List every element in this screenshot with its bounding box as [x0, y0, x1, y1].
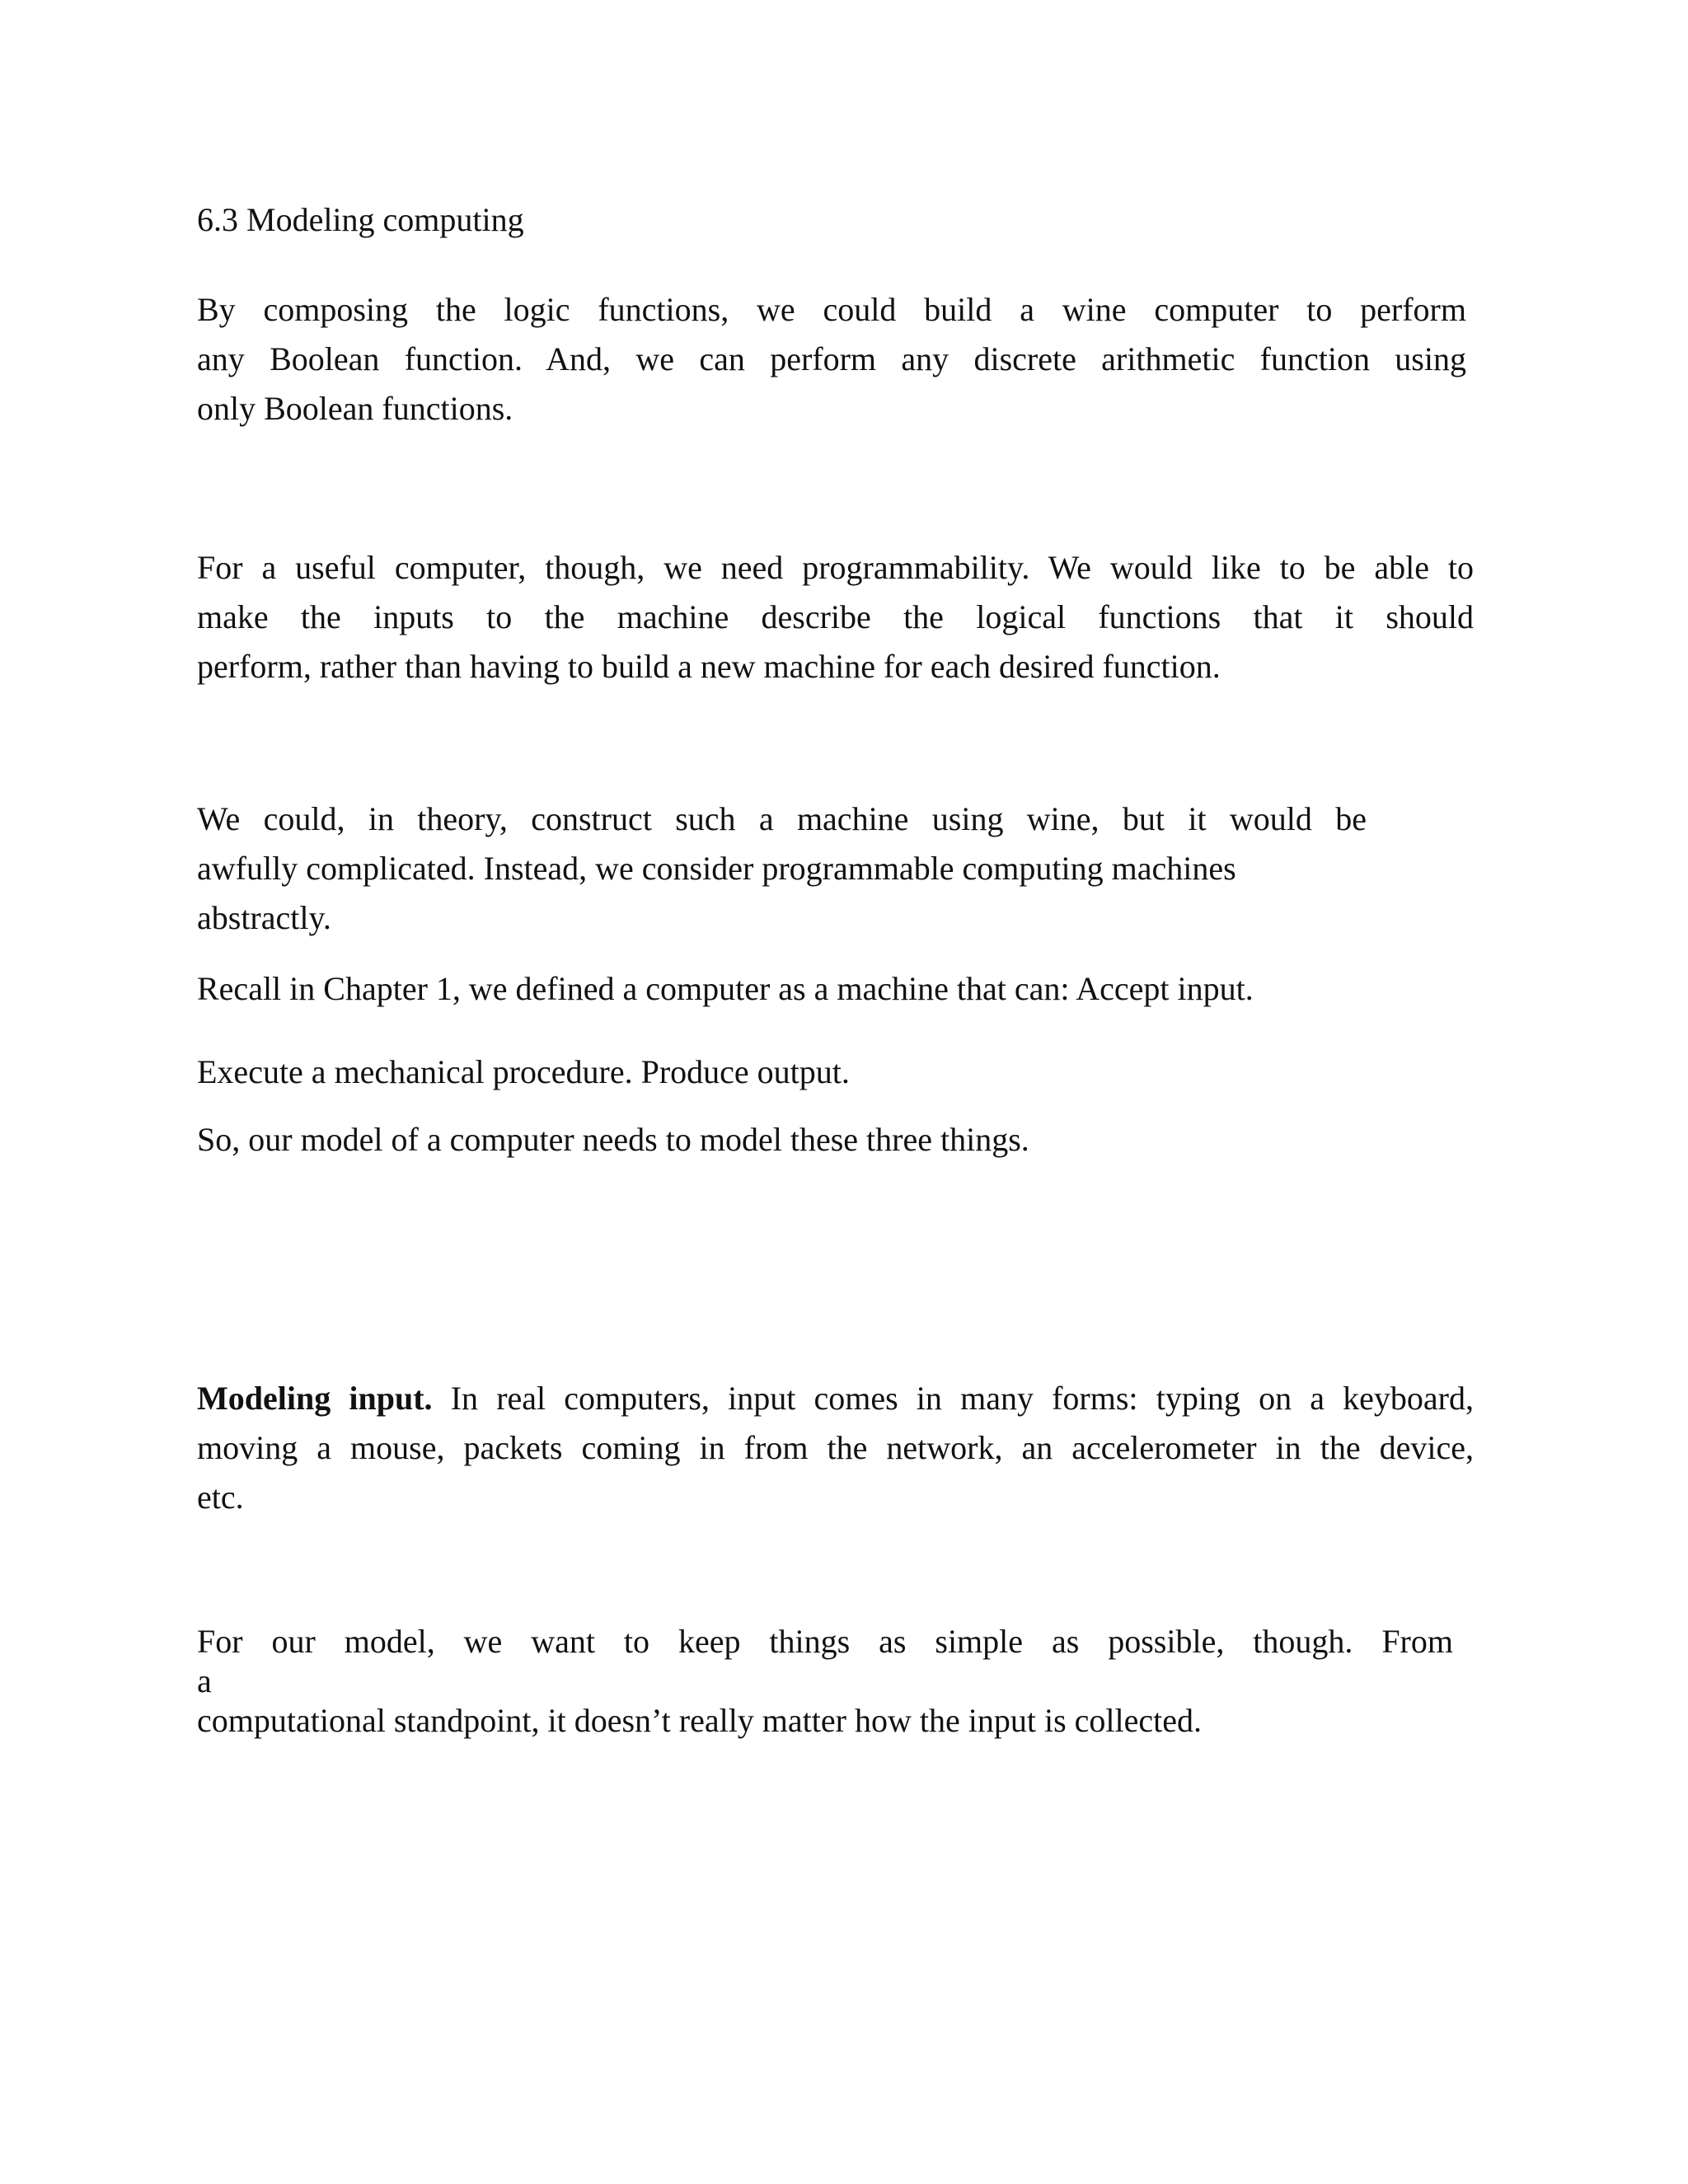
section-heading [197, 195, 524, 245]
paragraph-6 [197, 1115, 1029, 1165]
paragraph-7-line-1-rest: In real computers, input comes in many forms: typing on a keyboard, [432, 1380, 1474, 1417]
paragraph-2-line-2: make the inputs to the machine describe the logical functions that it should [197, 598, 1474, 635]
paragraph-4-line-1: Recall in Chapter 1, we defined a computer as a machine that can: Accept input. [197, 970, 1254, 1007]
paragraph-8-line-3: computational standpoint, it doesn’t really matter how the input is collected. [197, 1702, 1202, 1739]
paragraph-6-line-1: So, our model of a computer needs to model these three things. [197, 1121, 1029, 1158]
paragraph-8-line-2: a [197, 1662, 212, 1699]
paragraph-3-line-2: awfully complicated. Instead, we consider programmable computing machines [197, 850, 1236, 887]
heading-text: 6.3 Modeling computing [197, 201, 524, 238]
paragraph-5 [197, 1047, 850, 1097]
paragraph-7-line-2: moving a mouse, packets coming in from the network, an accelerometer in the device, [197, 1429, 1474, 1466]
paragraph-7-line-3: etc. [197, 1479, 244, 1516]
paragraph-1 [197, 285, 1466, 434]
paragraph-5-line-1: Execute a mechanical procedure. Produce output. [197, 1053, 850, 1090]
paragraph-4 [197, 964, 1254, 1014]
paragraph-2-line-3: perform, rather than having to build a new machine for each desired function. [197, 648, 1221, 685]
paragraph-7-line-1 [197, 1374, 1474, 1423]
paragraph-7 [197, 1374, 1474, 1522]
paragraph-3-line-1: We could, in theory, construct such a machine using wine, but it would be [197, 800, 1367, 837]
modeling-input-lead: Modeling input. [197, 1380, 433, 1417]
paragraph-1-line-1: By composing the logic functions, we could build a wine computer to perform [197, 291, 1466, 328]
paragraph-3 [197, 794, 1367, 943]
paragraph-3-line-3: abstractly. [197, 899, 331, 936]
paragraph-2-line-1: For a useful computer, though, we need programmability. We would like to be able to [197, 549, 1474, 586]
paragraph-8 [197, 1622, 1453, 1741]
paragraph-8-line-1: For our model, we want to keep things as simple as possible, though. From [197, 1623, 1453, 1660]
paragraph-1-line-2: any Boolean function. And, we can perform any discrete arithmetic function using [197, 340, 1466, 377]
paragraph-1-line-3: only Boolean functions. [197, 390, 513, 427]
paragraph-2 [197, 543, 1474, 691]
